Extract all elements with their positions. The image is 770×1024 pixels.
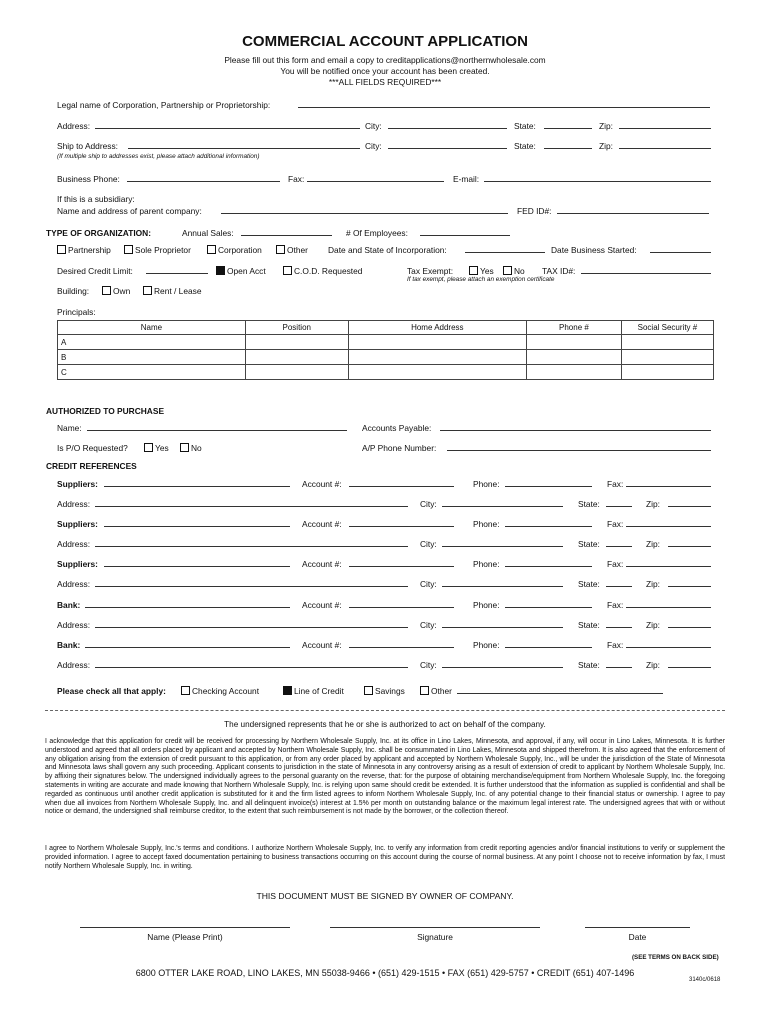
sole-proprietor-option[interactable]: Sole Proprietor (124, 245, 191, 255)
principal-c-name[interactable] (58, 365, 246, 380)
other-checkbox[interactable] (276, 245, 285, 254)
notify-instruction: You will be notified once your account has been created. (280, 66, 490, 76)
cod-checkbox[interactable] (283, 266, 292, 275)
po-yes-option[interactable]: Yes (144, 443, 169, 453)
ref-state-field[interactable] (606, 667, 632, 668)
principal-a-phone[interactable] (527, 335, 622, 350)
savings-option[interactable]: Savings (364, 686, 405, 696)
ref-city-label: City: (420, 620, 437, 630)
accounts-payable-field[interactable] (440, 430, 711, 431)
ref-name-field[interactable] (85, 647, 290, 648)
required-notice: ***ALL FIELDS REQUIRED*** (328, 77, 442, 87)
tax-id-label: TAX ID#: (542, 266, 576, 276)
ref-account-field[interactable] (349, 526, 454, 527)
principals-header-position: Position (245, 321, 348, 335)
other-option[interactable]: Other (276, 245, 308, 255)
principals-header-phone: Phone # (527, 321, 622, 335)
parent-company-label: Name and address of parent company: (57, 206, 202, 216)
checking-checkbox[interactable] (181, 686, 190, 695)
ref-account-label: Account #: (302, 519, 342, 529)
date-line[interactable] (585, 927, 690, 928)
row-label: A (61, 337, 67, 347)
other-account-checkbox[interactable] (420, 686, 429, 695)
legal-paragraph-2: I agree to Northern Wholesale Supply, Inc.'s terms and conditions. I authorize Northern Wholesale Supply, Inc. to verify any information from credit reporting agencies and/or financial institutions to verify or supplement the provided information. I agree to accept faxed documentation pertaining to business transactions occurring on this account during the course of normal business. At any point I choose not to receive information by fax, I must notify Northern Wholesale Supply, Inc. in writing. (45, 845, 725, 870)
ref-address-field[interactable] (95, 546, 408, 547)
ref-state-label: State: (578, 660, 600, 670)
ref-state-field[interactable] (606, 627, 632, 628)
ref-name-field[interactable] (85, 607, 290, 608)
tax-exempt-note: If tax exempt, please attach an exemption certificate (407, 276, 555, 283)
po-requested-label: Is P/O Requested? (57, 443, 128, 453)
credit-refs-heading: CREDIT REFERENCES (46, 461, 137, 471)
ref-city-label: City: (420, 660, 437, 670)
table-row (58, 365, 714, 380)
authorized-heading: AUTHORIZED TO PURCHASE (46, 406, 165, 416)
ref-address-field[interactable] (95, 627, 408, 628)
ref-fax-label: Fax: (607, 640, 624, 650)
ref-fax-field[interactable] (626, 526, 711, 527)
parent-company-field[interactable] (221, 213, 508, 214)
principal-a-address[interactable] (348, 335, 526, 350)
print-name-label: Name (Please Print) (147, 932, 223, 942)
ref-fax-label: Fax: (607, 479, 624, 489)
ref-fax-field[interactable] (626, 647, 711, 648)
credit-limit-label: Desired Credit Limit: (57, 266, 133, 276)
address-label: Address: (57, 121, 91, 131)
date-started-field[interactable] (650, 252, 711, 253)
ref-city-field[interactable] (442, 627, 563, 628)
state-field[interactable] (544, 128, 592, 129)
check-apply-label: Please check all that apply: (57, 686, 166, 696)
po-yes-checkbox[interactable] (144, 443, 153, 452)
date-incorporation-field[interactable] (465, 252, 545, 253)
principals-header-address: Home Address (348, 321, 526, 335)
ref-zip-field[interactable] (668, 627, 711, 628)
ap-phone-field[interactable] (447, 450, 711, 451)
legal-paragraph-1: I acknowledge that this application for credit will be received for processing by Northern Wholesale Supply, Inc. at its office in Lino Lakes, Minnesota, and approval, if any, will occur in Lino Lakes, Minnesota. It is further understood and agreed that all orders placed by applicant and accepted by Northern Wholesale Supply, Inc. shall be consummated in Lino Lakes, Minnesota and shipped therefrom. It is also agreed that the enforcement of any obligation arising from the extension of credit pursuant to this application, or from any order placed by applicant and accepted by Northern Wholesale Supply, Inc., will be under the jurisdiction of the State of Minnesota and Minnesota laws shall govern any such proceeding. Applicant consents to jurisdiction in the state of Minnesota in any controversy arising as a result of extension of credit to applicant by Northern Wholesale Supply, Inc. by affixing their signatures below. The undersigned individually agrees to the personal guaranty on the reverse, that: for the purpose of obtaining merchandise/equipment from Northern Wholesale Supply, Inc. the foregoing statements in writing are accurate and made knowing that Northern Wholesale Supply, Inc. is relying upon same should credit be extended. It is further understood that the information as supplied is confidential and shall be regarded as continuous until another credit application is substituted for it and the firm listed agrees to inform Northern Wholesale Supply, Inc. of any potential change to their financial status or ownership. I agree to pay when due all invoices from Northern Wholesale Supply, Inc. and all delinquent invoice(s) interest at 1.5% per month on outstanding balance or the maximum legal interest rate. The undersigned agrees that with or without notice or demand, the undersigned shall reimburse creditor, to the extent that such reimbursement is not made by the borrower, or the collection thereof. (45, 738, 725, 816)
signature-line[interactable] (330, 927, 540, 928)
principal-c-ssn[interactable] (621, 365, 713, 380)
fed-id-label: FED ID#: (517, 206, 552, 216)
row-label: B (61, 352, 67, 362)
tax-exempt-yes-option[interactable]: Yes (469, 266, 494, 276)
legal-name-field[interactable] (298, 107, 710, 108)
ref-address-label: Address: (57, 660, 91, 670)
owner-signature-notice: THIS DOCUMENT MUST BE SIGNED BY OWNER OF COMPANY. (256, 891, 514, 901)
ref-fax-label: Fax: (607, 519, 624, 529)
principals-label: Principals: (57, 307, 96, 317)
table-row (58, 350, 714, 365)
ref-phone-field[interactable] (505, 607, 592, 608)
partnership-option[interactable]: Partnership (57, 245, 111, 255)
authorization-statement: The undersigned represents that he or she is authorized to act on behalf of the company. (224, 720, 546, 729)
ref-state-field[interactable] (606, 546, 632, 547)
open-acct-checkbox[interactable] (216, 266, 225, 275)
ref-address-label: Address: (57, 499, 91, 509)
principal-c-phone[interactable] (527, 365, 622, 380)
ref-state-label: State: (578, 620, 600, 630)
table-row (58, 335, 714, 350)
corporation-option[interactable]: Corporation (207, 245, 262, 255)
ref-phone-field[interactable] (505, 566, 592, 567)
ref-zip-field[interactable] (668, 667, 711, 668)
zip-field[interactable] (619, 128, 711, 129)
email-instruction: Please fill out this form and email a copy to creditapplications@northernwholesale.com (224, 55, 546, 65)
ref-account-label: Account #: (302, 640, 342, 650)
ref-phone-field[interactable] (505, 486, 592, 487)
ref-zip-label: Zip: (646, 579, 660, 589)
building-label: Building: (57, 286, 90, 296)
corporation-checkbox[interactable] (207, 245, 216, 254)
ref-phone-field[interactable] (505, 526, 592, 527)
ref-account-field[interactable] (349, 647, 454, 648)
partnership-checkbox[interactable] (57, 245, 66, 254)
ref-city-label: City: (420, 539, 437, 549)
ref-fax-label: Fax: (607, 559, 624, 569)
address-field[interactable] (95, 128, 360, 129)
ship-zip-label: Zip: (599, 141, 613, 151)
ref-account-field[interactable] (349, 607, 454, 608)
ref-name-field[interactable] (104, 486, 290, 487)
line-of-credit-option[interactable]: Line of Credit (283, 686, 344, 696)
ship-to-label: Ship to Address: (57, 141, 118, 151)
terms-note: (SEE TERMS ON BACK SIDE) (632, 954, 719, 961)
credit-limit-field[interactable] (146, 273, 208, 274)
other-account-field[interactable] (457, 693, 663, 694)
city-label: City: (365, 121, 382, 131)
ref-phone-label: Phone: (473, 519, 500, 529)
ref-state-field[interactable] (606, 586, 632, 587)
date-incorporation-label: Date and State of Incorporation: (328, 245, 447, 255)
tax-exempt-label: Tax Exempt: (407, 266, 454, 276)
rent-checkbox[interactable] (143, 286, 152, 295)
own-option[interactable]: Own (102, 286, 130, 296)
ref-type-label: Suppliers: (57, 519, 98, 529)
rent-option[interactable]: Rent / Lease (143, 286, 202, 296)
own-checkbox[interactable] (102, 286, 111, 295)
authorized-name-field[interactable] (87, 430, 347, 431)
principal-a-ssn[interactable] (621, 335, 713, 350)
tax-id-field[interactable] (581, 273, 711, 274)
ref-city-field[interactable] (442, 667, 563, 668)
business-phone-label: Business Phone: (57, 174, 120, 184)
email-field[interactable] (484, 181, 711, 182)
principal-b-position[interactable] (245, 350, 348, 365)
ref-phone-label: Phone: (473, 640, 500, 650)
ref-zip-label: Zip: (646, 620, 660, 630)
ref-address-label: Address: (57, 539, 91, 549)
ref-fax-field[interactable] (626, 607, 711, 608)
ref-zip-label: Zip: (646, 660, 660, 670)
ref-city-field[interactable] (442, 546, 563, 547)
ref-zip-label: Zip: (646, 499, 660, 509)
legal-name-label: Legal name of Corporation, Partnership or Proprietorship: (57, 100, 271, 110)
employees-label: # Of Employees: (346, 228, 408, 238)
po-no-checkbox[interactable] (180, 443, 189, 452)
principals-table (57, 320, 714, 380)
principal-b-phone[interactable] (527, 350, 622, 365)
principal-c-address[interactable] (348, 365, 526, 380)
ref-state-field[interactable] (606, 506, 632, 507)
date-label: Date (628, 932, 647, 942)
ref-zip-label: Zip: (646, 539, 660, 549)
principal-b-name[interactable] (58, 350, 246, 365)
org-type-label: TYPE OF ORGANIZATION: (46, 228, 151, 238)
cod-option[interactable]: C.O.D. Requested (283, 266, 362, 276)
form-code: 3140c/0618 (689, 977, 721, 983)
ship-to-field[interactable] (128, 148, 360, 149)
ref-type-label: Bank: (57, 600, 81, 610)
annual-sales-field[interactable] (241, 235, 332, 236)
ref-fax-field[interactable] (626, 566, 711, 567)
line-of-credit-checkbox[interactable] (283, 686, 292, 695)
principal-c-position[interactable] (245, 365, 348, 380)
date-started-label: Date Business Started: (551, 245, 637, 255)
principals-header-ssn: Social Security # (621, 321, 713, 335)
ref-phone-label: Phone: (473, 559, 500, 569)
accounts-payable-label: Accounts Payable: (362, 423, 432, 433)
po-no-option[interactable]: No (180, 443, 202, 453)
ref-city-field[interactable] (442, 506, 563, 507)
ref-account-field[interactable] (349, 486, 454, 487)
principal-a-name[interactable] (58, 335, 246, 350)
ref-account-label: Account #: (302, 600, 342, 610)
ref-address-field[interactable] (95, 506, 408, 507)
ref-type-label: Suppliers: (57, 479, 98, 489)
ship-city-label: City: (365, 141, 382, 151)
other-account-option[interactable]: Other (420, 686, 452, 696)
ship-state-label: State: (514, 141, 536, 151)
tax-exempt-yes-checkbox[interactable] (469, 266, 478, 275)
ref-city-field[interactable] (442, 586, 563, 587)
print-name-line[interactable] (80, 927, 290, 928)
ref-fax-label: Fax: (607, 600, 624, 610)
ref-address-label: Address: (57, 579, 91, 589)
fax-field[interactable] (307, 181, 444, 182)
ref-city-label: City: (420, 579, 437, 589)
ref-phone-field[interactable] (505, 647, 592, 648)
ref-fax-field[interactable] (626, 486, 711, 487)
ref-zip-field[interactable] (668, 546, 711, 547)
annual-sales-label: Annual Sales: (182, 228, 234, 238)
ref-state-label: State: (578, 499, 600, 509)
ref-account-label: Account #: (302, 559, 342, 569)
ref-type-label: Bank: (57, 640, 81, 650)
principal-a-position[interactable] (245, 335, 348, 350)
ref-zip-field[interactable] (668, 586, 711, 587)
ap-phone-label: A/P Phone Number: (362, 443, 437, 453)
fax-label: Fax: (288, 174, 305, 184)
ref-phone-label: Phone: (473, 479, 500, 489)
ship-city-field[interactable] (388, 148, 507, 149)
checking-option[interactable]: Checking Account (181, 686, 259, 696)
business-phone-field[interactable] (127, 181, 280, 182)
state-label: State: (514, 121, 536, 131)
ref-name-field[interactable] (104, 526, 290, 527)
ref-address-field[interactable] (95, 586, 408, 587)
authorized-name-label: Name: (57, 423, 82, 433)
tax-exempt-no-checkbox[interactable] (503, 266, 512, 275)
ref-phone-label: Phone: (473, 600, 500, 610)
employees-field[interactable] (420, 235, 510, 236)
ref-zip-field[interactable] (668, 506, 711, 507)
row-label: C (61, 367, 67, 377)
tax-exempt-no-option[interactable]: No (503, 266, 525, 276)
footer-address: 6800 OTTER LAKE ROAD, LINO LAKES, MN 55038-9466 • (651) 429-1515 • FAX (651) 429-5757 • CREDIT (651) 407-1496 (135, 968, 635, 978)
principal-b-address[interactable] (348, 350, 526, 365)
ref-address-label: Address: (57, 620, 91, 630)
subsidiary-label: If this is a subsidiary: (57, 194, 135, 204)
ref-address-field[interactable] (95, 667, 408, 668)
ref-type-label: Suppliers: (57, 559, 98, 569)
signature-label: Signature (417, 932, 453, 942)
ref-city-label: City: (420, 499, 437, 509)
ship-state-field[interactable] (544, 148, 592, 149)
open-acct-option[interactable]: Open Acct (216, 266, 266, 276)
principals-header-name: Name (58, 321, 246, 335)
city-field[interactable] (388, 128, 507, 129)
divider (45, 710, 725, 711)
sole-proprietor-checkbox[interactable] (124, 245, 133, 254)
ref-name-field[interactable] (104, 566, 290, 567)
ref-state-label: State: (578, 579, 600, 589)
principal-b-ssn[interactable] (621, 350, 713, 365)
zip-label: Zip: (599, 121, 613, 131)
fed-id-field[interactable] (557, 213, 709, 214)
ref-account-label: Account #: (302, 479, 342, 489)
savings-checkbox[interactable] (364, 686, 373, 695)
ship-note: (If multiple ship to addresses exist, please attach additional information) (57, 153, 260, 160)
ship-zip-field[interactable] (619, 148, 711, 149)
page-title: COMMERCIAL ACCOUNT APPLICATION (242, 33, 528, 50)
email-label: E-mail: (453, 174, 480, 184)
ref-account-field[interactable] (349, 566, 454, 567)
check-apply-option-row (57, 686, 166, 696)
ref-state-label: State: (578, 539, 600, 549)
